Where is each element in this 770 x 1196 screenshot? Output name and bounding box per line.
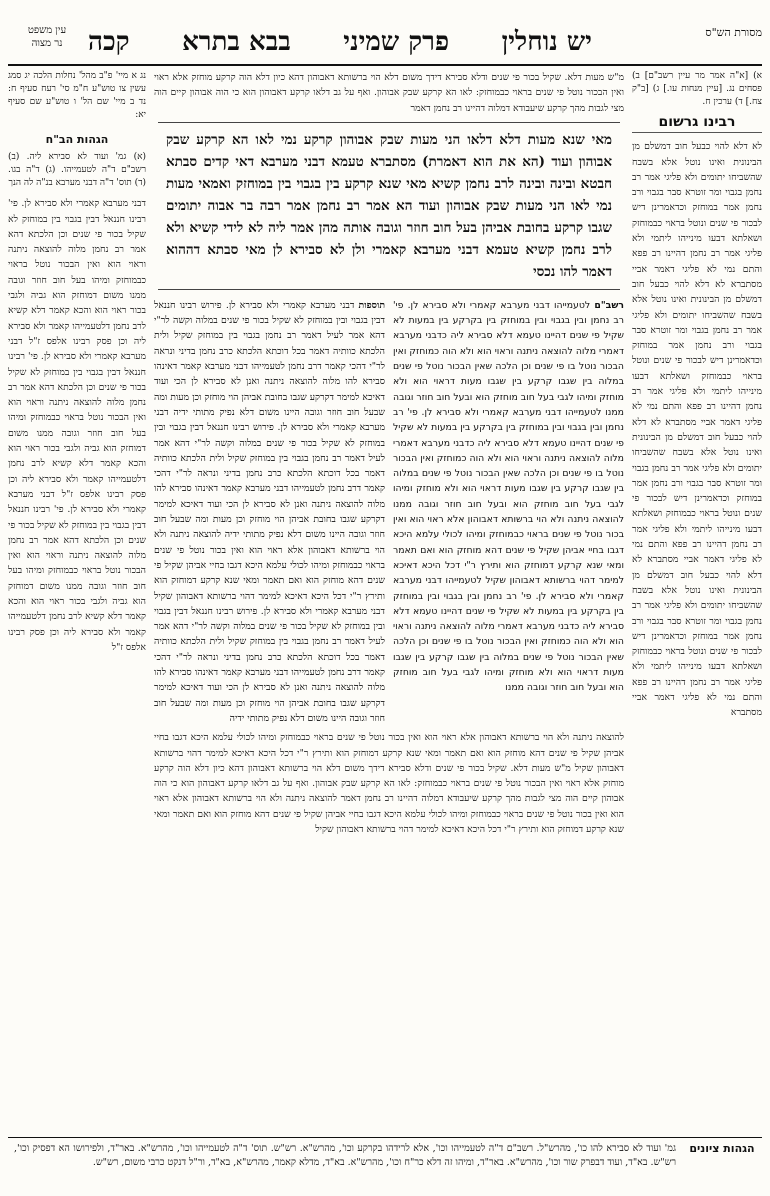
rabbeinu-gershom-title: רבינו גרשום bbox=[632, 115, 762, 133]
page-footer bbox=[8, 1137, 762, 1190]
title-perek: בבא בתרא bbox=[182, 27, 291, 57]
gemara-text: מאי שנא מעות דלא דלאו הני מעות שבק אבוהון קרקע נמי לאו הא קרקע שבק אבוהון ועוד (הא את הוא דאמרת) מסתברא טעמא דבני מערבא דאי קדים סבתא חבטא ובינה ובינה לרב נחמן קשיא מאי שנא קרקע בין בגבוי בין במוחזק ואמאי מעות נמי לאו הני מעות שבק אבוהון ועוד הא אמר רב נחמן אמר רבה בר אבוה יתומים שגבו קרקע בחובת אביהן בעל חוב חוזר וגובה אותה מהן אמר ליה לא לידי קשיא ולא לרב נחמן קשיא טעמא דבני מערבא קאמרי ולן לא סבירא לן מאי סבתא דההוא דאמר להו נכסי bbox=[158, 122, 620, 290]
left-commentary-text: דבני מערבא קאמרי ולא סבירא לן. פי' רבינו חננאל דבין בגבוי בין במוחזק לא שקיל בכור פי שנים וכן הלכתא דהא אמר רב נחמן מלוה להוצאה ניתנה וראוי הוא ואין הבכור נוטל בראוי כבמוחזק ומיהו בעל חוב חוזר וגובה ממנו משום דמוחזק הוא גביה ולגבי בכור ראוי הוא והכא קאמר דלא קשיא לרב נחמן דלטעמייהו קאמר ולא סבירא ליה וכן פסק רבינו אלפס ז"ל דבני מערבא קאמרי ולא סבירא לן. פי' רבינו חננאל דבין בגבוי בין במוחזק לא שקיל בכור פי שנים וכן הלכתא דהא אמר רב נחמן מלוה להוצאה ניתנה וראוי הוא ואין הבכור נוטל בראוי כבמוחזק ומיהו בעל חוב חוזר וגובה ממנו משום דמוחזק הוא גביה ולגבי בכור ראוי הוא והכא קאמר דלא קשיא לרב נחמן דלטעמייהו קאמר ולא סבירא ליה וכן פסק רבינו אלפס ז"ל דבני מערבא קאמרי ולא סבירא לן. פי' רבינו חננאל דבין בגבוי בין במוחזק לא שקיל בכור פי שנים וכן הלכתא דהא אמר רב נחמן מלוה להוצאה ניתנה וראוי הוא ואין הבכור נוטל בראוי כבמוחזק ומיהו בעל חוב חוזר וגובה ממנו משום דמוחזק הוא גביה ולגבי בכור ראוי הוא והכא קאמר דלא קשיא לרב נחמן דלטעמייהו קאמר ולא סבירא ליה וכן פסק רבינו אלפס ז"ל bbox=[8, 198, 146, 653]
hagahot-tziyunim-text: גמ' ועוד לא סבירא להו כו', מהרש"ל. רשב"ם ד"ה לטעמייהו וכו', אלא לרידהו בקרקע וכו', מהרש"א. רש"ש. תוס' ד"ה לטעמייהו וכו', מהרש"א. באר"ד, ולפירושו הא דפסיק וכו', רש"ש. בא"ד, ועוד דבפרק שור וכו', מהרש"א. באר"ד, ומיהו זה דלא כר"ח וכו', מהרש"א. בא"ד, מדלא קאמר, מהרש"א, בא"ד, ור"ל דנקט כרבי משום, רש"ש. bbox=[14, 1143, 676, 1168]
rashbam-continued: להוצאה ניתנה ולא הוי ברשותא דאבוהון אלא ראוי הוא ואין בכור נוטל פי שנים בראוי כבמוחזק ומיהו לכולי עלמא היכא דגבו בחיי אביהן שקיל פי שנים דהא מוחזק הוא ואם תאמר ומאי שנא קרקע דמוחזק הוא ותירץ ר"י דכל היכא דאיכא למימר דהוי ברשותא דאבוהון שקיל מ"ש מעות דלא. שקיל בכור פי שנים ודלא סבירא דידך משום דלא הוי ברשותא דאבוהון דהא כיון דלא הוה קרקע מוחזק אלא ראוי ואין הבכור נוטל פי שנים בראוי כבמוחזק: לאו הא קרקע שבק אבוהון. ואף על גב דלאו קרקע דאבוהון הוא כי הוה אבוהון קיים הוה מצי לגבות מהך קרקע שיעבודא דמלוה דהיינו רב נחמן דאמר להוצאה ניתנה ולא הוי ברשותא דאבוהון אלא ראוי הוא ואין בכור נוטל פי שנים בראוי כבמוחזק ומיהו לכולי עלמא היכא דגבו בחיי אביהן שקיל פי שנים דהא מוחזק הוא ואם תאמר ומאי שנא קרקע דמוחזק הוא ותירץ ר"י דכל היכא דאיכא למימר דהוי ברשותא דאבוהון שקיל bbox=[154, 732, 624, 835]
main-column bbox=[154, 70, 624, 1130]
title-daf: יש נוחלין bbox=[501, 27, 592, 57]
hagahot-habach-title: הגהות הב"ח bbox=[45, 133, 109, 146]
left-margin-column bbox=[8, 70, 146, 1130]
title-perek-name: פרק שמיני bbox=[343, 27, 450, 57]
page-header bbox=[8, 18, 762, 66]
rashbam-top-text: מ"ש מעות דלא. שקיל בכור פי שנים ודלא סבירא דידך משום דלא הוי ברשותא דאבוהון דהא כיון דלא הוה קרקע מוחזק אלא ראוי ואין הבכור נוטל פי שנים בראוי כבמוחזק: לאו הא קרקע שבק אבוהון. ואף על גב דלאו קרקע דאבוהון הוא כי הוה אבוהון קיים הוה מצי לגבות מהך קרקע שיעבודא דמלוה דהיינו רב נחמן דאמר bbox=[154, 72, 624, 114]
tosafot-commentary: תוספות דבני מערבא קאמרי ולא סבירא לן. פירוש רבינו חננאל דבין בגבוי ובין במוחזק לא שקיל בכור פי שנים במלוה וקשה לר"י דהא אמר לעיל דאמר רב נחמן בגבוי בין במוחזק שקיל ולית הלכתא כוותיה דאמר בכל דוכתא הלכתא כרב נחמן בדיני ונראה לר"י דהכי קאמר דרב נחמן לטעמייהו דבני מערבא קאמר דאינהו סבירא להו מלוה להוצאה ניתנה ואנן לא סבירא לן הכי ועוד דאיכא למימר דקרקע שגבו בחובת אביהן הוי מוחזק וכן מעות ומה שבעל חוב חוזר וגובה היינו משום דלא נפיק מתותי ידיה דבני מערבא קאמרי ולא סבירא לן. פירוש רבינו חננאל דבין בגבוי ובין במוחזק לא שקיל בכור פי שנים במלוה וקשה לר"י דהא אמר לעיל דאמר רב נחמן בגבוי בין במוחזק שקיל ולית הלכתא כוותיה דאמר בכל דוכתא הלכתא כרב נחמן בדיני ונראה לר"י דהכי קאמר דרב נחמן לטעמייהו דבני מערבא קאמר דאינהו סבירא להו מלוה להוצאה ניתנה ואנן לא סבירא לן הכי ועוד דאיכא למימר דקרקע שגבו בחובת אביהן הוי מוחזק וכן מעות ומה שבעל חוב חוזר וגובה היינו משום דלא נפיק מתותי ידיה להוצאה ניתנה ולא הוי ברשותא דאבוהון אלא ראוי הוא ואין בכור נוטל פי שנים בראוי כבמוחזק ומיהו לכולי עלמא היכא דגבו בחיי אביהן שקיל פי שנים דהא מוחזק הוא ואם תאמר ומאי שנא קרקע דמוחזק הוא ותירץ ר"י דכל היכא דאיכא למימר דהוי ברשותא דאבוהון שקיל דבני מערבא קאמרי ולא סבירא לן. פירוש רבינו חננאל דבין בגבוי ובין במוחזק לא שקיל בכור פי שנים במלוה וקשה לר"י דהא אמר לעיל דאמר רב נחמן בגבוי בין במוחזק שקיל ולית הלכתא כוותיה דאמר בכל דוכתא הלכתא כרב נחמן בדיני ונראה לר"י דהכי קאמר דרב נחמן לטעמייהו דבני מערבא קאמר דאינהו סבירא להו מלוה להוצאה ניתנה ואנן לא סבירא לן הכי ועוד דאיכא למימר דקרקע שגבו בחובת אביהן הוי מוחזק וכן מעות ומה שבעל חוב חוזר וגובה היינו משום דלא נפיק מתותי ידיה bbox=[154, 299, 385, 724]
title-page-number: קכה bbox=[88, 27, 130, 57]
ein-mishpat-notes: נג א מיי' פ"ב מהל' נחלות הלכה יג סמג עשין צו טוש"ע ח"מ סי' רעח סעיף ח: נד ב מיי' שם הל' ו טוש"ע שם סעיף יא: bbox=[8, 71, 146, 120]
hagahot-tziyunim-title: הגהות ציונים bbox=[689, 1142, 755, 1155]
rabbeinu-gershom-text: לא דלא להוי כבעל חוב דמשלם מן הבינונית ואינו נוטל אלא בשבח שהשביחו יתומים ולא פליגי אמר רב נחמן בגבוי ומר זוטרא סבר בגבוי ורב נחמן אמר במוחזק וכדאמרינן דיש לבכור פי שנים ונוטל בראוי כבמוחזק ושאלתא דבעו מינייהו ליתמי ולא פליגי אמר רב נחמן דהיינו רב פפא והתם נמי לא פליגי דאמר אביי מסתברא לא דלא להוי כבעל חוב דמשלם מן הבינונית ואינו נוטל אלא בשבח שהשביחו יתומים ולא פליגי אמר רב נחמן בגבוי ומר זוטרא סבר בגבוי ורב נחמן אמר במוחזק וכדאמרינן דיש לבכור פי שנים ונוטל בראוי כבמוחזק ושאלתא דבעו מינייהו ליתמי ולא פליגי אמר רב נחמן דהיינו רב פפא והתם נמי לא פליגי דאמר אביי מסתברא לא דלא להוי כבעל חוב דמשלם מן הבינונית ואינו נוטל אלא בשבח שהשביחו יתומים ולא פליגי אמר רב נחמן בגבוי ומר זוטרא סבר בגבוי ורב נחמן אמר במוחזק וכדאמרינן דיש לבכור פי שנים ונוטל בראוי כבמוחזק ושאלתא דבעו מינייהו ליתמי ולא פליגי אמר רב נחמן דהיינו רב פפא והתם נמי לא פליגי דאמר אביי מסתברא לא דלא להוי כבעל חוב דמשלם מן הבינונית ואינו נוטל אלא בשבח שהשביחו יתומים ולא פליגי אמר רב נחמן בגבוי ומר זוטרא סבר בגבוי ורב נחמן אמר במוחזק וכדאמרינן דיש לבכור פי שנים ונוטל בראוי כבמוחזק ושאלתא דבעו מינייהו ליתמי ולא פליגי אמר רב נחמן דהיינו רב פפא והתם נמי לא פליגי דאמר אביי מסתברא bbox=[632, 141, 762, 719]
ein-mishpat-label: עין משפט נר מצוה bbox=[27, 25, 67, 49]
masoret-hashas-notes: א) [א"ה אמר מר עיין רשב"ם] ב) פסחים נג. [עיין מנחות עו.] ג) [ב"ק צח.] ד) ערכין ח. bbox=[632, 71, 762, 107]
hagahot-habach-text: (א) גמ' ועוד לא סבירא ליה. (ב) רשב"ם ד"ה לטעמייהו. (ג) ד"ה בגו. (ד) תוס' ד"ה דבני מערבא בנ"ה לה הנך bbox=[8, 152, 146, 189]
rashbam-commentary: רשב"ם לטעמייהו דבני מערבא קאמרי ולא סבירא לן. פי' רב נחמן ובין בגבוי ובין במוחזק בין בקרקע בין במעות לא שקיל פי שנים דהיינו טעמא דלא סבירא ליה כדבני מערבא דאמרי מלוה להוצאה ניתנה וראוי הוא ולא הוה כמוחזק ואין הבכור נוטל בו פי שנים וכן הלכה שאין הבכור נוטל פי שנים במלוה בין שגבו קרקע בין שגבו מעות דראוי הוא ולא מוחזק ומיהו לגבי בעל חוב מוחזק הוא ובעל חוב חוזר וגובה ממנו לטעמייהו דבני מערבא קאמרי ולא סבירא לן. פי' רב נחמן ובין בגבוי ובין במוחזק בין בקרקע בין במעות לא שקיל פי שנים דהיינו טעמא דלא סבירא ליה כדבני מערבא דאמרי מלוה להוצאה ניתנה וראוי הוא ולא הוה כמוחזק ואין הבכור נוטל בו פי שנים וכן הלכה שאין הבכור נוטל פי שנים במלוה בין שגבו קרקע בין שגבו מעות דראוי הוא ולא מוחזק ומיהו לגבי בעל חוב מוחזק הוא ובעל חוב חוזר וגובה ממנו להוצאה ניתנה ולא הוי ברשותא דאבוהון אלא ראוי הוא ואין בכור נוטל פי שנים בראוי כבמוחזק ומיהו לכולי עלמא היכא דגבו בחיי אביהן שקיל פי שנים דהא מוחזק הוא ואם תאמר ומאי שנא קרקע דמוחזק הוא ותירץ ר"י דכל היכא דאיכא למימר דהוי ברשותא דאבוהון שקיל לטעמייהו דבני מערבא קאמרי ולא סבירא לן. פי' רב נחמן ובין בגבוי ובין במוחזק בין בקרקע בין במעות לא שקיל פי שנים דהיינו טעמא דלא סבירא ליה כדבני מערבא דאמרי מלוה להוצאה ניתנה וראוי הוא ולא הוה כמוחזק ואין הבכור נוטל בו פי שנים וכן הלכה שאין הבכור נוטל פי שנים במלוה בין שגבו קרקע בין שגבו מעות דראוי הוא ולא מוחזק ומיהו לגבי בעל חוב מוחזק הוא ובעל חוב חוזר וגובה ממנו bbox=[393, 299, 624, 694]
right-margin-column bbox=[632, 70, 762, 1130]
commentary-row bbox=[154, 298, 624, 726]
masoret-hashas-label: מסורת הש"ס bbox=[705, 26, 762, 39]
running-title bbox=[88, 24, 592, 60]
